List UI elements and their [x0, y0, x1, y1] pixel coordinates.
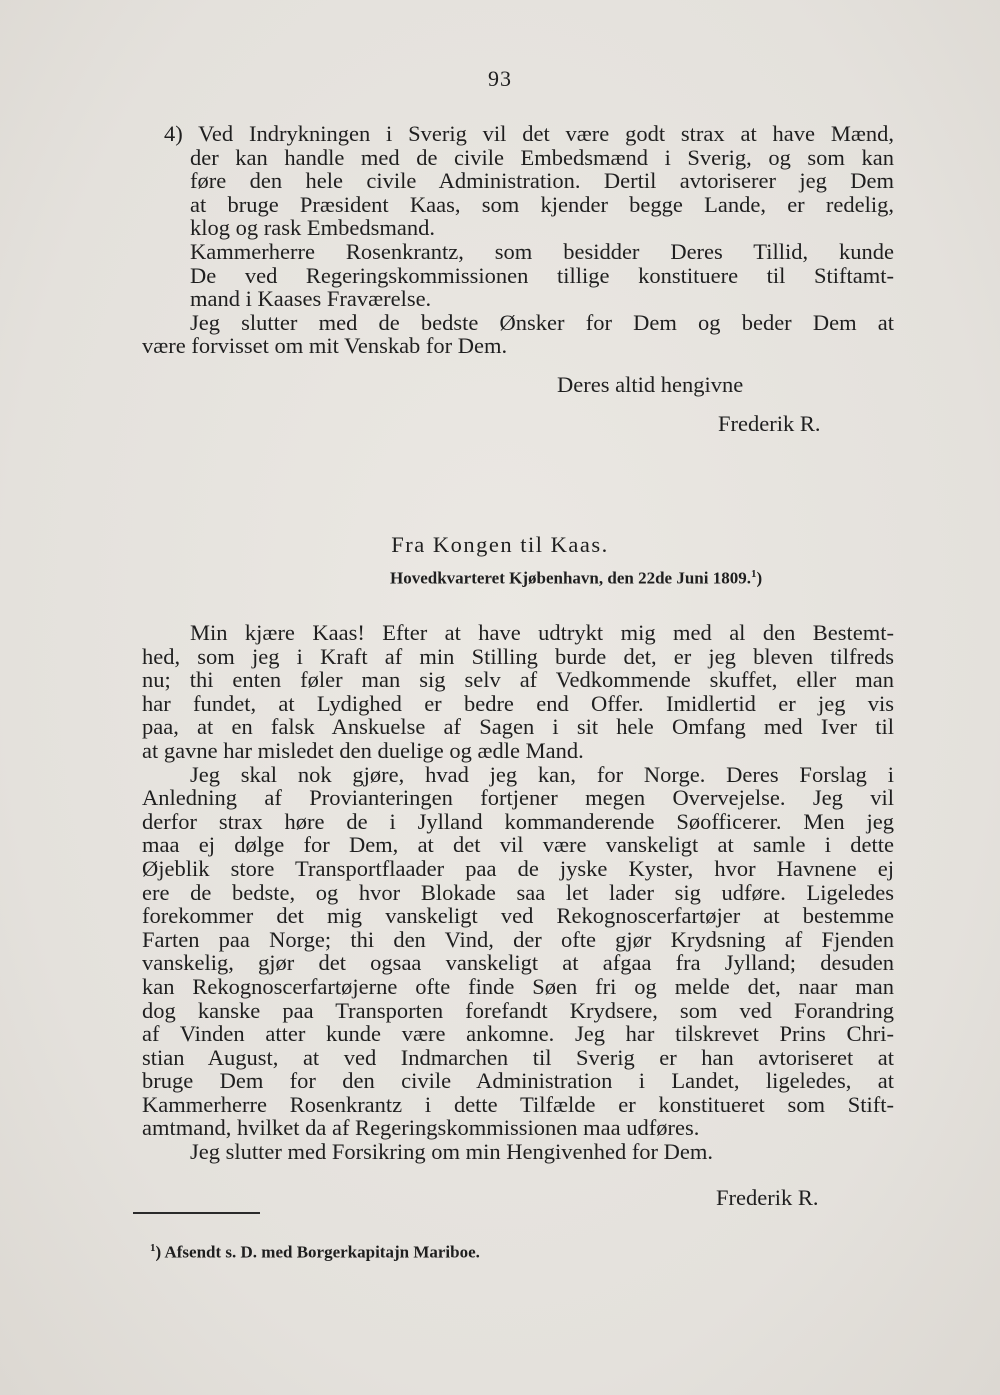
- letter2-body: [142, 621, 894, 1164]
- text-line: føre den hele civile Administration. Dertil avtoriserer jeg Dem: [190, 168, 894, 194]
- page-number: 93: [488, 66, 512, 91]
- footnote-mark: 1: [150, 1242, 156, 1254]
- text-line: Kammerherre Rosenkrantz, som besidder Deres Tillid, kunde: [190, 238, 894, 264]
- text-line: mand i Kaases Fraværelse.: [190, 286, 432, 312]
- text-line: paa, at en falsk Anskuelse af Sagen i sit hele Omfang med Iver til: [142, 714, 894, 740]
- text-line: klog og rask Embedsmand.: [190, 215, 435, 241]
- text-line: at gavne har misledet den duelige og ædle Mand.: [142, 737, 584, 763]
- letter1-signature: Frederik R.: [718, 411, 821, 436]
- text-line: 4) Ved Indrykningen i Sverig vil det være godt strax at have Mænd,: [164, 121, 894, 146]
- text-line: maa ej dølge for Dem, at det vil være vanskeligt at samle i dette: [142, 832, 894, 858]
- text-line: amtmand, hvilket da af Regeringskommissionen maa udføres.: [142, 1115, 700, 1141]
- letter2-signature: Frederik R.: [716, 1185, 819, 1210]
- letter2-heading: Fra Kongen til Kaas.: [391, 532, 609, 557]
- text-line: kan Rekognoscerfartøjerne ofte finde Søen fri og melde det, naar man: [142, 973, 894, 999]
- text-line: være forvisset om mit Venskab for Dem.: [142, 333, 508, 359]
- text-line: Jeg slutter med Forsikring om min Hengivenhed for Dem.: [190, 1139, 714, 1165]
- text-line: at bruge Præsident Kaas, som kjender begge Lande, er redelig,: [190, 191, 894, 217]
- footnote: [150, 1242, 480, 1263]
- text-line: ere de bedste, og hvor Blokade saa let lader sig udføre. Ligeledes: [142, 879, 894, 905]
- text-line: stian August, at ved Indmarchen til Sverig er han avtoriseret at: [142, 1044, 894, 1070]
- text-line: nu; thi enten føler man sig selv af Vedkommende skuffet, eller man: [142, 667, 894, 693]
- dateline: Hovedkvarteret Kjøbenhavn, den 22de Juni 1809.$^1$): [390, 568, 763, 588]
- text-line: dog kanske paa Transporten forefandt Krydsere, som ved Forandring: [142, 997, 894, 1023]
- text-line: Min kjære Kaas! Efter at have udtrykt mig med al den Bestemt-: [190, 620, 894, 645]
- text-line: har fundet, at Lydighed er bedre end Offer. Imidlertid er jeg vis: [142, 690, 894, 716]
- text-line: Jeg skal nok gjøre, hvad jeg kan, for Norge. Deres Forslag i: [190, 761, 894, 787]
- text-line: vanskelig, gjør det ogsaa vanskeligt at afgaa fra Jylland; desuden: [142, 950, 894, 976]
- text-line: Farten paa Norge; thi den Vind, der ofte gjør Krydsning af Fjenden: [142, 926, 894, 952]
- letter1-closing: Deres altid hengivne: [557, 372, 744, 397]
- text-line: De ved Regeringskommissionen tillige konstituere til Stiftamt-: [190, 262, 894, 288]
- text-line: hed, som jeg i Kraft af min Stilling burde det, er jeg bleven tilfreds: [142, 643, 894, 669]
- text-line: Anledning af Provianteringen fortjener megen Overvejelse. Jeg vil: [142, 785, 894, 811]
- footnote-reference: 1: [750, 568, 757, 580]
- text-line: Øjeblik store Transportflaader paa de jyske Kyster, hvor Havnene ej: [142, 855, 894, 881]
- text-line: af Vinden atter kunde være ankomne. Jeg har tilskrevet Prins Chri-: [142, 1021, 894, 1047]
- text-line: forekommer det mig vanskeligt ved Rekognoscerfartøjer at bestemme: [142, 903, 894, 929]
- text-line: Jeg slutter med de bedste Ønsker for Dem og beder Dem at: [190, 309, 894, 335]
- text-line: Kammerherre Rosenkrantz i dette Tilfælde er konstitueret som Stift-: [142, 1091, 894, 1117]
- footnote-text: ) Afsendt s. D. med Borgerkapitajn Mariboe.: [155, 1242, 480, 1262]
- dateline-text: Hovedkvarteret Kjøbenhavn, den 22de Juni 1809.: [390, 568, 751, 588]
- text-line: derfor strax høre de i Jylland kommanderende Søofficerer. Men jeg: [142, 808, 894, 834]
- text-line: bruge Dem for den civile Administration i Landet, ligeledes, at: [142, 1068, 894, 1094]
- text-line: der kan handle med de civile Embedsmænd i Sverig, og som kan: [190, 144, 894, 170]
- footnote-divider: [133, 1212, 260, 1214]
- letter1-body: [142, 122, 894, 358]
